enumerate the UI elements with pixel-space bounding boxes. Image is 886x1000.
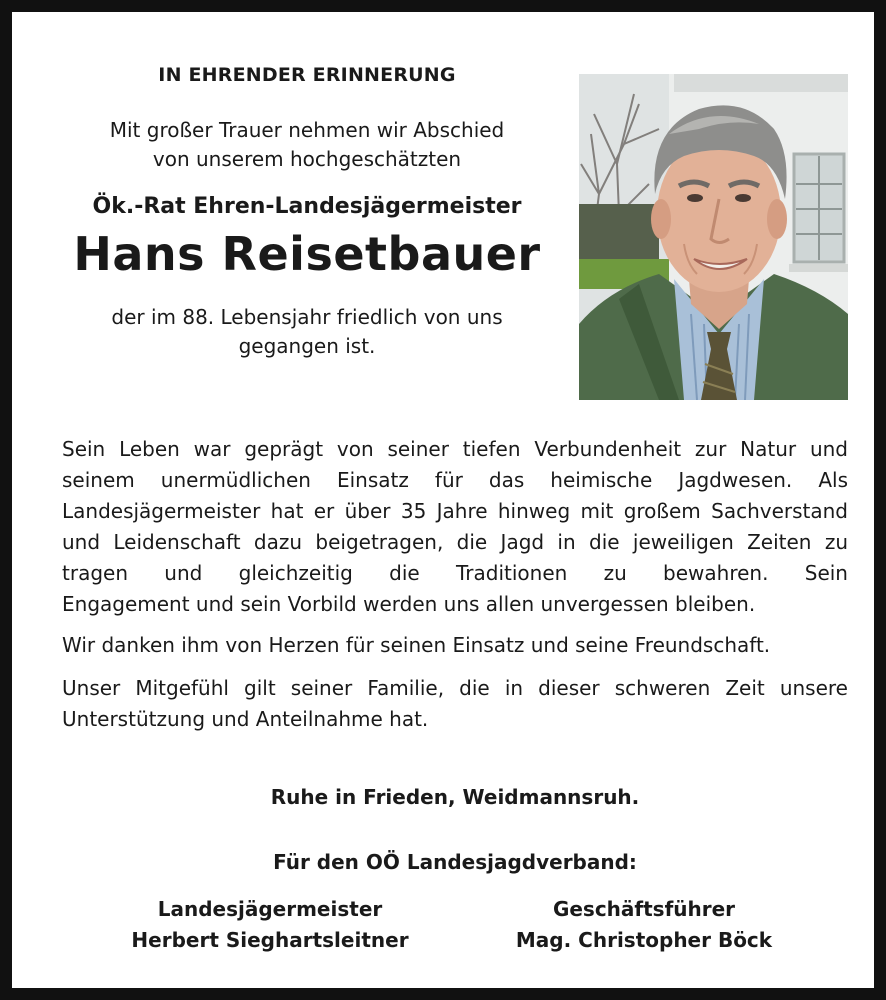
paragraph-1-last-line: Engagement und sein Vorbild werden uns allen unvergessen bleiben. [62,592,756,616]
portrait-illustration [579,74,848,400]
portrait-photo [579,74,848,400]
farewell-line: Ruhe in Frieden, Weidmannsruh. [270,785,640,809]
paragraph-1 [62,434,848,589]
signatory-right-name: Mag. Christopher Böck [515,928,773,952]
signatory-left [100,894,440,956]
intro-text [52,116,562,174]
paragraph-2: Wir danken ihm von Herzen für seinen Einsatz und seine Freundschaft. [62,633,771,657]
signatory-left-title: Landesjägermeister [157,897,383,921]
signatory-right [474,894,814,956]
intro-line-1: Mit großer Trauer nehmen wir Abschied [109,118,505,142]
header-section [52,64,562,361]
rank-title: Ök.-Rat Ehren-Landesjägermeister [92,194,522,219]
paragraph-1-main: Sein Leben war geprägt von seiner tiefen Verbundenheit zur Natur und seinem unermüdlichen Einsatz für das heimische Jagdwesen. Als Landesjägermeister hat er über 35 Jahre hinweg mit großem Sachverstand und Leidenschaft dazu beigetragen, die Jagd in die jeweiligen Zeiten zu tragen und gleichzeitig die Traditionen zu bewahren. Sein [62,437,848,585]
signatory-left-name: Herbert Sieghartsleitner [131,928,409,952]
death-line-1: der im 88. Lebensjahr friedlich von uns [111,305,503,329]
organization-line: Für den OÖ Landesjagdverband: [273,850,637,874]
signatory-right-title: Geschäftsführer [552,897,736,921]
heading: IN EHRENDER ERINNERUNG [158,64,456,86]
death-line-2: gegangen ist. [238,334,376,358]
body-text [62,434,848,735]
intro-line-2: von unserem hochgeschätzten [152,147,462,171]
deceased-name: Hans Reisetbauer [73,227,541,281]
paragraph-3: Unser Mitgefühl gilt seiner Familie, die in dieser schweren Zeit unsere Unterstützung und Anteilnahme hat. [62,676,848,731]
death-text [52,303,562,361]
